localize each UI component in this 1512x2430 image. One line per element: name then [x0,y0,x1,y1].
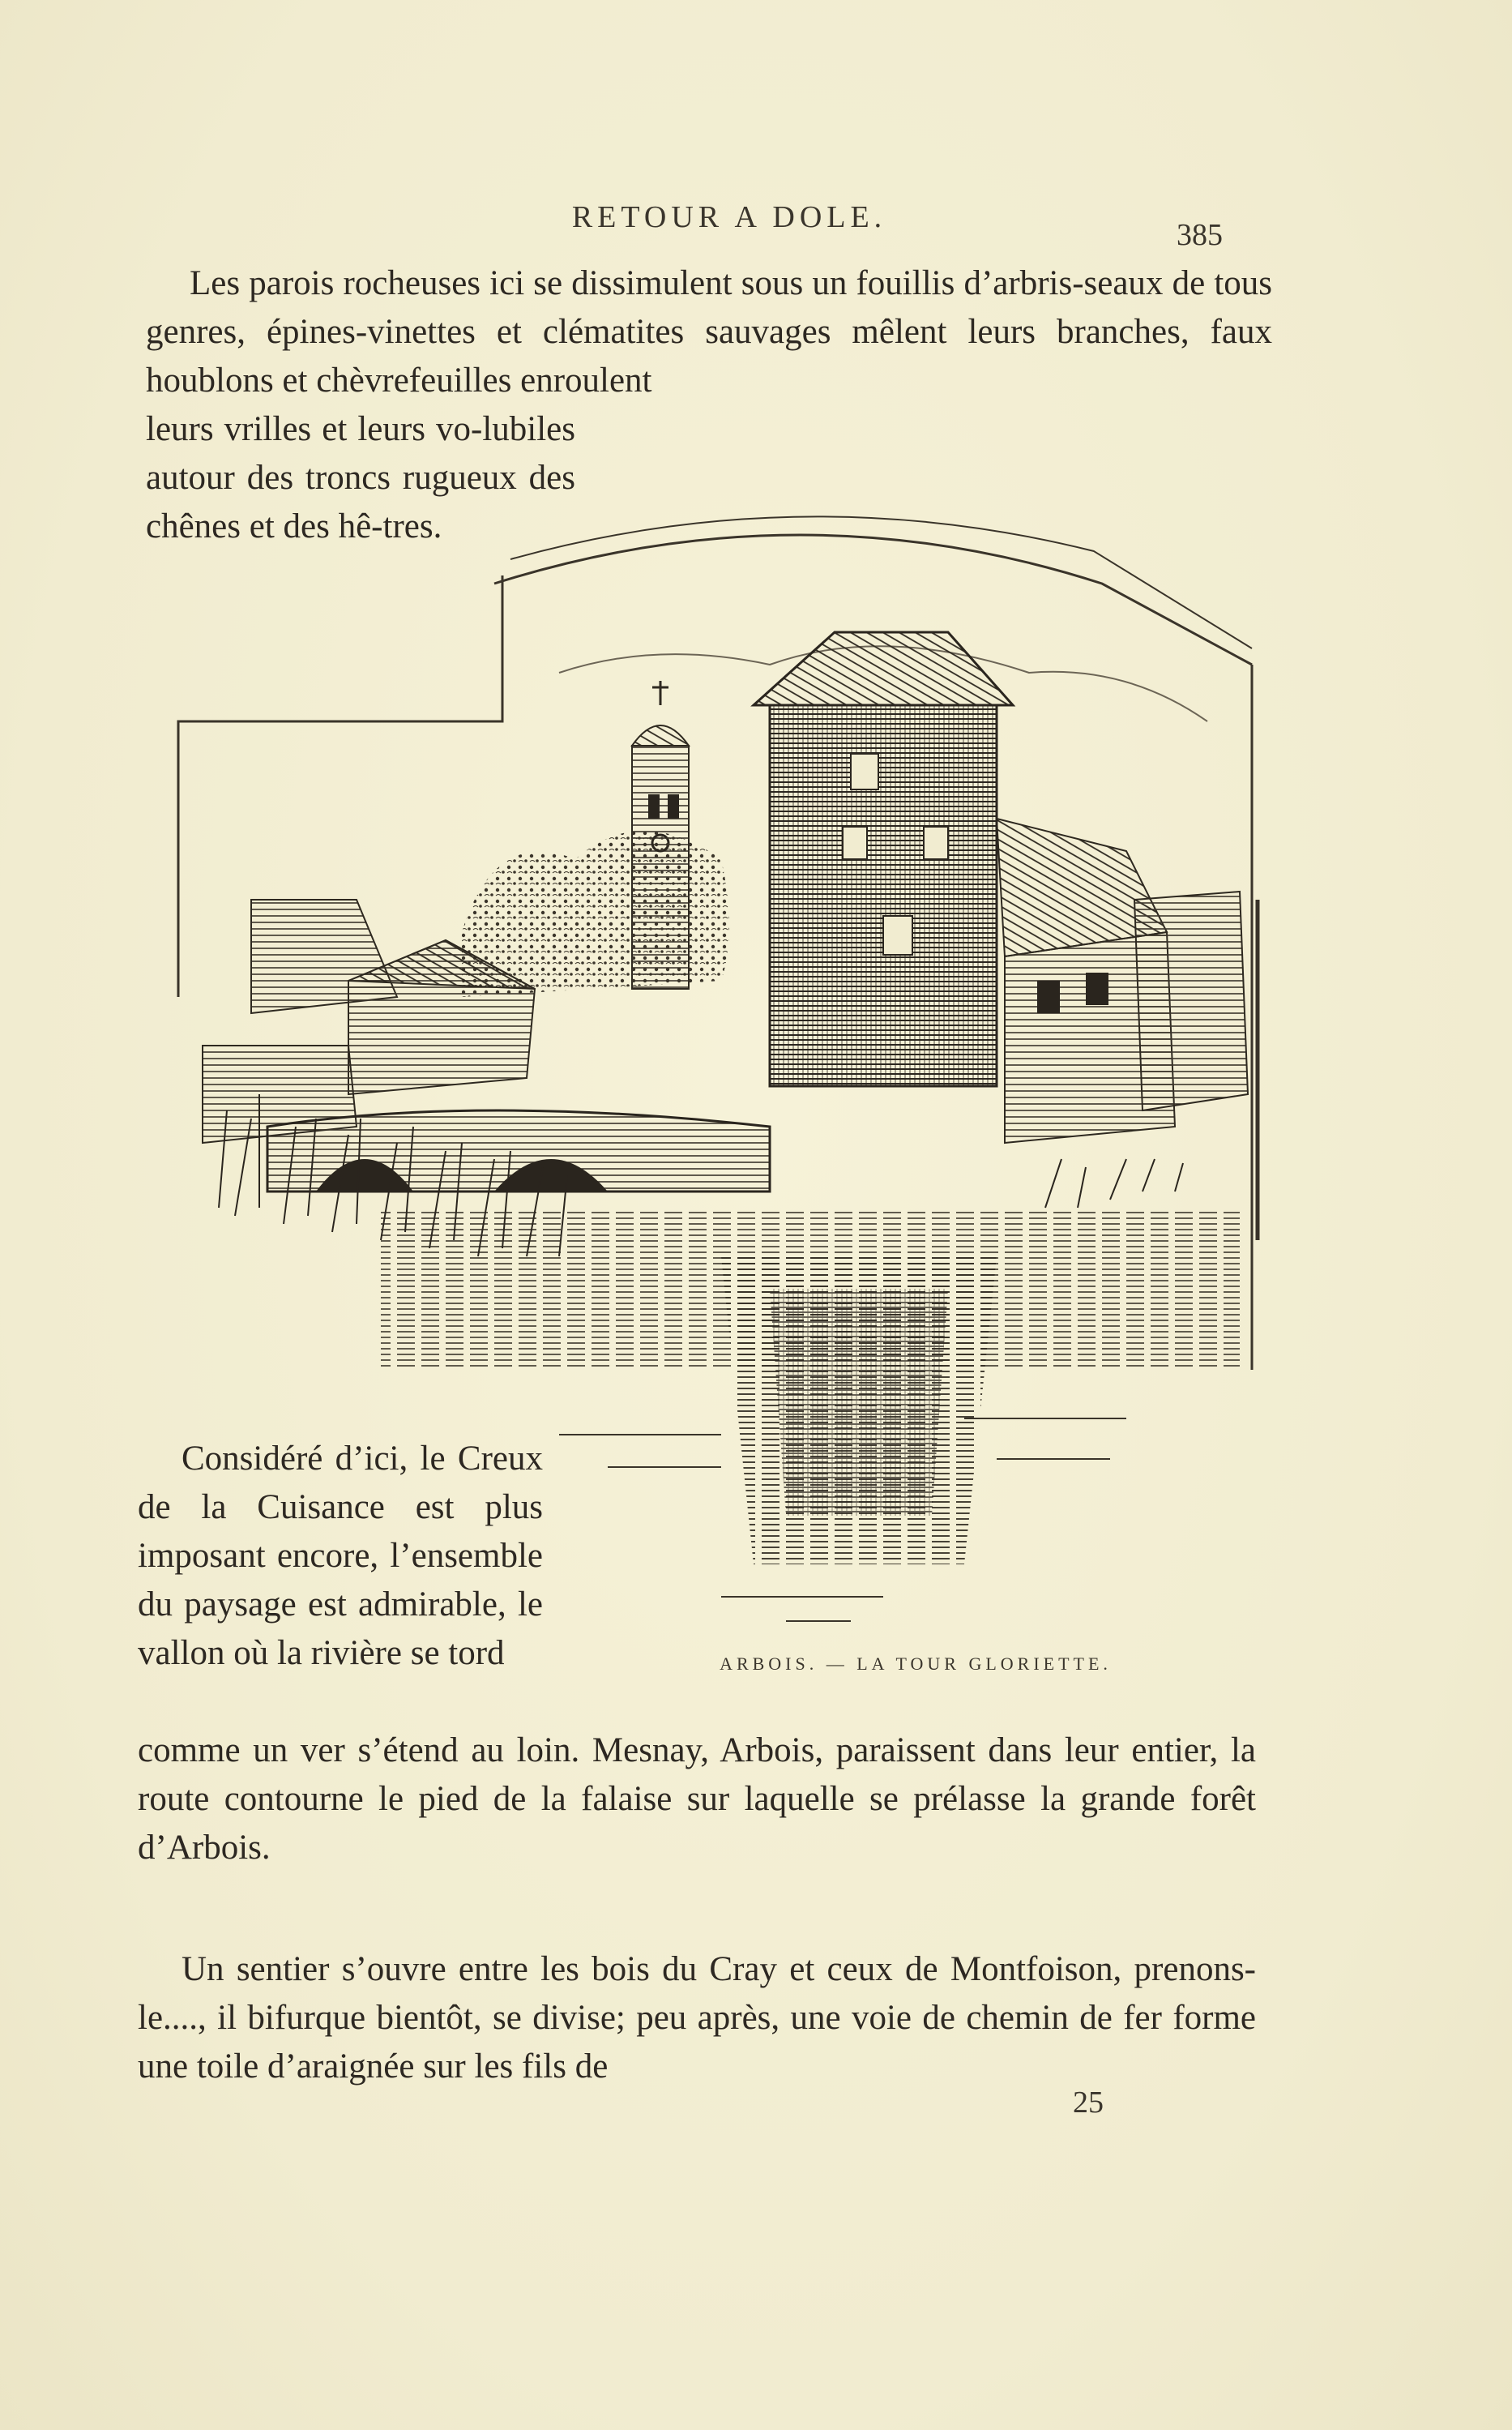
paragraph-1-top-text: Les parois rocheuses ici se dissimulent sous un fouillis d’arbris-seaux de tous genres, épines-vinettes et clématites sauvages mêlent leurs branches, faux houblons et chèvrefeuilles enroulent [146,264,1272,400]
paragraph-1-top [146,259,1272,405]
page-number: 385 [1177,218,1223,252]
paragraph-2-side [138,1435,543,1678]
paragraph-2-full-text: comme un ver s’étend au loin. Mesnay, Arbois, paraissent dans leur entier, la route contourne le pied de la falaise sur laquelle se prélasse la grande forêt d’Arbois. [138,1731,1256,1867]
running-title: RETOUR A DOLE. [571,200,887,234]
paragraph-3 [138,1945,1256,2091]
signature-mark: 25 [1073,2086,1104,2120]
paragraph-1-side-text: leurs vrilles et leurs vo-lubiles autour des troncs rugueux des chênes et des hê-tres. [146,410,575,545]
paragraph-2-side-text: Considéré d’ici, le Creux de la Cuisance est plus imposant encore, l’ensemble du paysage est admirable, le vallon où la rivière se tord [138,1440,543,1672]
figure-caption: ARBOIS. — LA TOUR GLORIETTE. [720,1654,1112,1674]
paragraph-2-full [138,1726,1256,1872]
paragraph-3-text: Un sentier s’ouvre entre les bois du Cray et ceux de Montfoison, prenons-le...., il bifurque bientôt, se divise; peu après, une voie de chemin de fer forme une toile d’araignée sur les fils de [138,1950,1256,2086]
